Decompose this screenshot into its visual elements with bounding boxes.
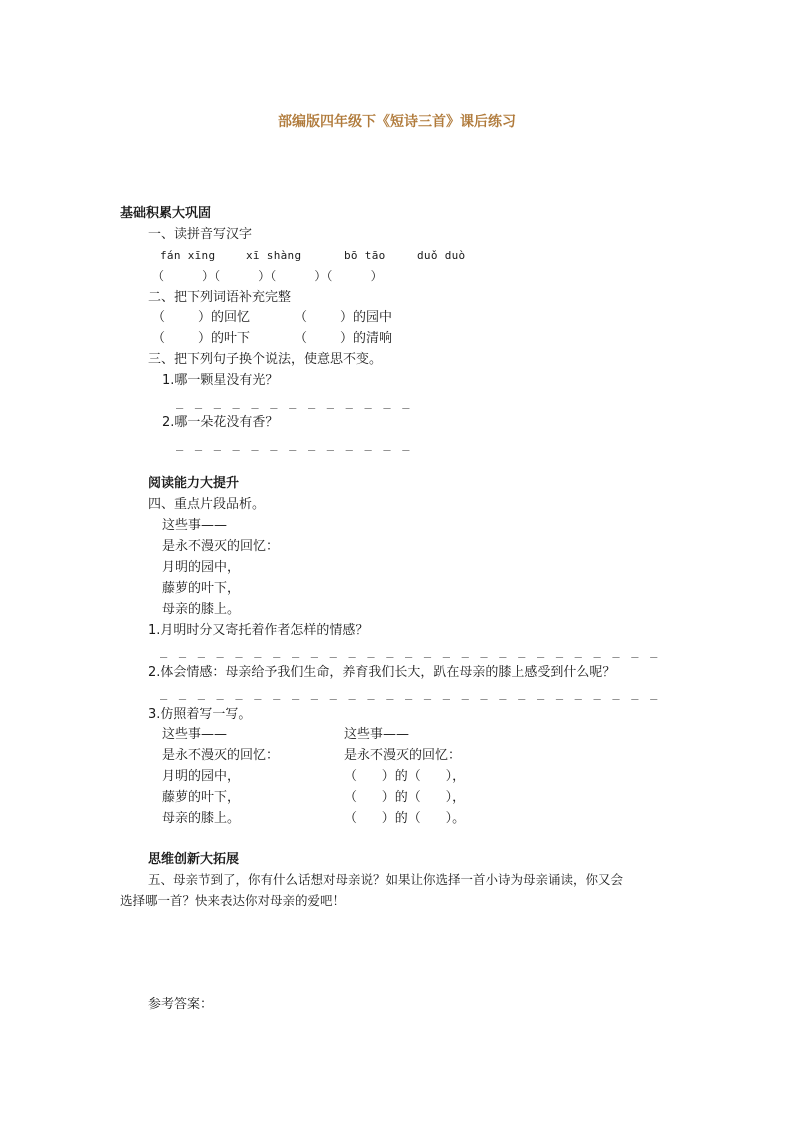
q2-blank-2: （ ）的园中 <box>294 310 393 325</box>
imitate-source-line: 月明的园中， <box>162 769 241 784</box>
poem-line: 这些事—— <box>162 518 228 533</box>
q4-sub-2: 2.体会情感：母亲给予我们生命，养育我们长大，趴在母亲的膝上感受到什么呢？ <box>148 665 616 680</box>
imitate-target-line: 这些事—— <box>344 727 410 742</box>
answer-line: _ _ _ _ _ _ _ _ _ _ _ _ _ _ _ _ _ _ _ _ _ _ _ _ _ _ _ <box>160 644 660 658</box>
imitate-blank-line: （ ）的（ ）， <box>344 769 466 784</box>
imitate-source-line: 母亲的膝上。 <box>162 811 241 826</box>
answer-line: _ _ _ _ _ _ _ _ _ _ _ _ _ <box>176 437 412 451</box>
q2-heading: 二、把下列词语补充完整 <box>148 290 292 305</box>
q4-heading: 四、重点片段品析。 <box>148 497 266 512</box>
pinyin-3: bō tāo <box>344 249 386 262</box>
q3-item-1: 1.哪一颗星没有光？ <box>162 373 279 388</box>
imitate-target-line: 是永不漫灭的回忆： <box>344 748 462 763</box>
pinyin-1: fán xīng <box>160 249 216 262</box>
answer-line: _ _ _ _ _ _ _ _ _ _ _ _ _ _ _ _ _ _ _ _ _ _ _ _ _ _ _ <box>160 686 660 700</box>
q5-text-line-1: 五、母亲节到了，你有什么话想对母亲说？如果让你选择一首小诗为母亲诵读，你又会 <box>148 872 624 887</box>
pinyin-4: duǒ duò <box>417 249 466 262</box>
q5-text-line-2: 选择哪一首？快来表达你对母亲的爱吧！ <box>120 893 346 908</box>
page-title: 部编版四年级下《短诗三首》课后练习 <box>278 114 516 130</box>
poem-line: 是永不漫灭的回忆： <box>162 539 280 554</box>
q2-blank-3: （ ）的叶下 <box>152 331 251 346</box>
poem-line: 月明的园中， <box>162 560 241 575</box>
q1-heading: 一、读拼音写汉字 <box>148 227 253 242</box>
q3-item-2: 2.哪一朵花没有香？ <box>162 415 279 430</box>
imitate-source-line: 藤萝的叶下， <box>162 790 241 805</box>
imitate-source-line: 是永不漫灭的回忆： <box>162 748 280 763</box>
q2-blank-1: （ ）的回忆 <box>152 310 251 325</box>
imitate-blank-line: （ ）的（ ）。 <box>344 811 466 826</box>
imitate-source-line: 这些事—— <box>162 727 228 742</box>
q1-answer-blanks: （ ）（ ）（ ）（ ） <box>152 269 383 283</box>
section-heading-thinking: 思维创新大拓展 <box>148 852 240 867</box>
answers-label: 参考答案： <box>148 997 214 1012</box>
q3-heading: 三、把下列句子换个说法，使意思不变。 <box>148 352 383 367</box>
pinyin-2: xī shàng <box>246 249 302 262</box>
poem-line: 藤萝的叶下， <box>162 581 241 596</box>
q4-sub-1: 1.月明时分又寄托着作者怎样的情感？ <box>148 623 369 638</box>
answer-line: _ _ _ _ _ _ _ _ _ _ _ _ _ <box>176 395 412 409</box>
section-heading-basics: 基础积累大巩固 <box>120 206 212 221</box>
poem-line: 母亲的膝上。 <box>162 602 241 617</box>
imitate-blank-line: （ ）的（ ）， <box>344 790 466 805</box>
section-heading-reading: 阅读能力大提升 <box>148 476 240 491</box>
q4-sub-3: 3.仿照着写一写。 <box>148 707 252 722</box>
q2-blank-4: （ ）的清响 <box>294 331 393 346</box>
